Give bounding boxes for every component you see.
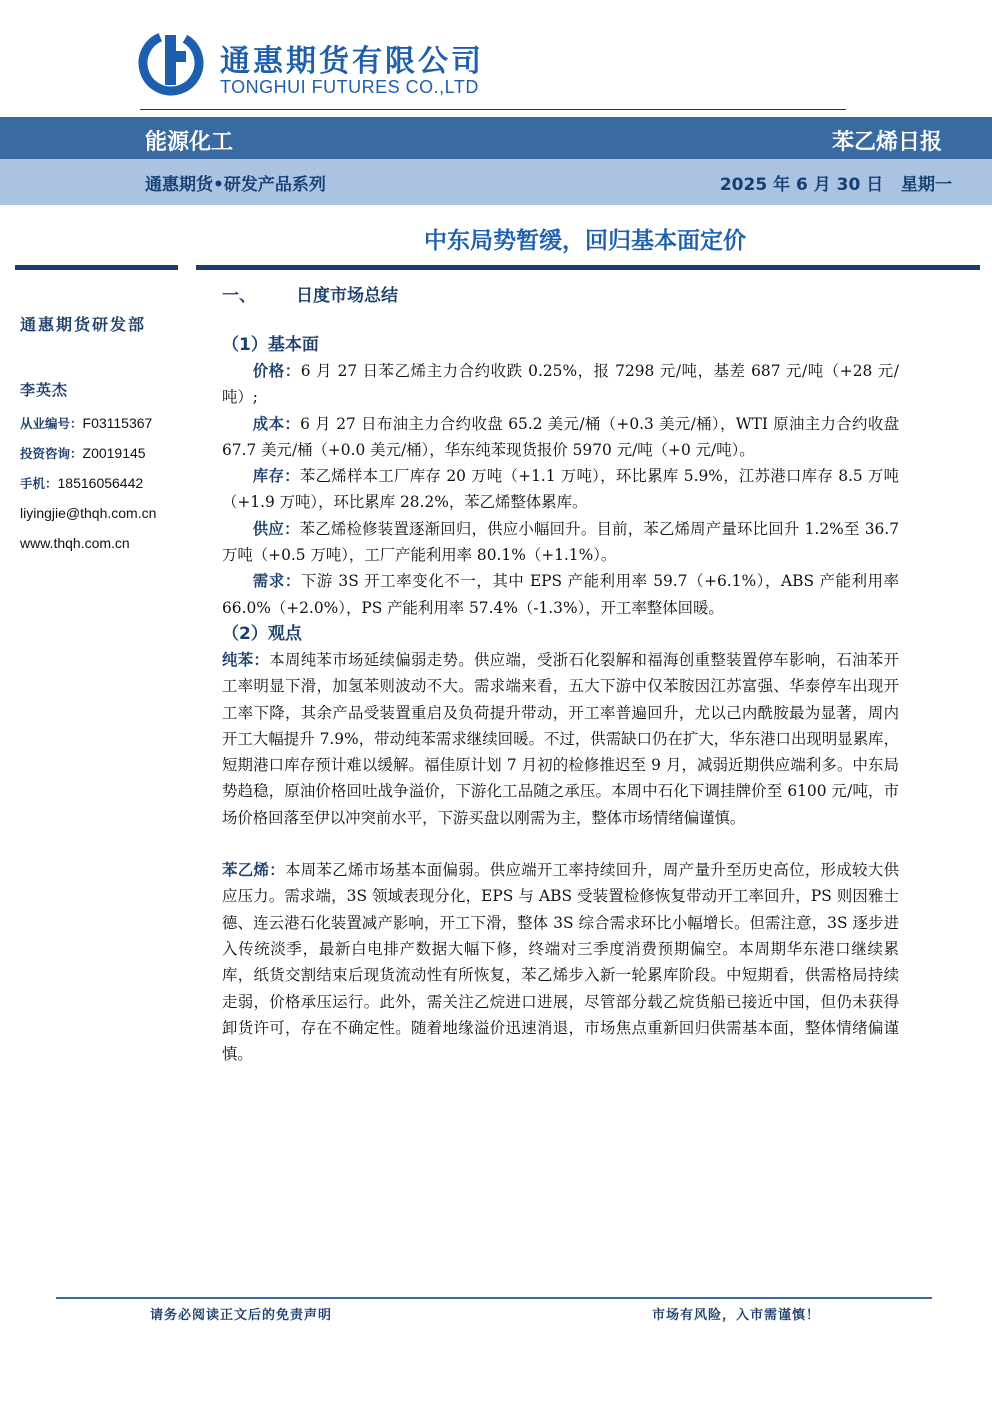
footer-divider: [56, 1297, 932, 1299]
company-name-cn: 通惠期货有限公司: [220, 44, 484, 79]
inventory-paragraph: 库存：苯乙烯样本工厂库存 20 万吨（+1.1 万吨），环比累库 5.9%，江苏港口库存 8.5 万吨（+1.9 万吨），环比累库 28.2%，苯乙烯整体累库。: [222, 467, 899, 512]
department-name: 通惠期货研发部: [20, 315, 147, 334]
styrene-view-paragraph: 苯乙烯：本周苯乙烯市场基本面偏弱。供应端开工率持续回升，周产量升至历史高位，形成较大供应压力。需求端，3S 领域表现分化，EPS 与 ABS 受装置检修恢复带动开工率回升，PS 则因雅士德、连云港石化装置减产影响，开工下滑，整体 3S 综合需求环比小幅增长。但需注意，3S 逐步进入传统淡季，最新白电排产数据大幅下修，终端对三季度消费预期偏空。本周期华东港口继续累库，纸货交割结束后现货流动性有所恢复，苯乙烯步入新一轮累库阶段。中短期看，供需格局持续走弱，价格承压运行。此外，需关注乙烷进口进展，尽管部分载乙烷货船已接近中国，但仍未获得卸货许可，存在不确定性。随着地缘溢价迅速消退，市场焦点重新回归供需基本面，整体情绪偏谨慎。: [222, 861, 899, 1064]
series-label: 通惠期货•研发产品系列: [145, 175, 326, 195]
benzene-view-paragraph: 纯苯：本周纯苯市场延续偏弱走势。供应端，受浙石化裂解和福海创重整装置停车影响，石油苯开工率明显下滑，加氢苯则波动不大。需求端来看，五大下游中仅苯胺因江苏富强、华泰停车出现开工率下降，其余产品受装置重启及负荷提升带动，开工率普遍回升，尤以己内酰胺最为显著，周内开工大幅提升 7.9%，带动纯苯需求继续回暖。不过，供需缺口仍在扩大，华东港口出现明显累库，短期港口库存预计难以缓解。福佳原计划 7 月初的检修推迟至 9 月，减弱近期供应端利多。中东局势趋稳，原油价格回吐战争溢价，下游化工品随之承压。本周中石化下调挂牌价至 6100 元/吨，市场价格回落至伊以冲突前水平，下游买盘以刚需为主，整体市场情绪偏谨慎。: [222, 650, 899, 827]
company-logo-icon: [138, 30, 204, 96]
sector-label: 能源化工: [145, 130, 234, 155]
demand-paragraph: 需求：下游 3S 开工率变化不一，其中 EPS 产能利用率 59.7（+6.1%），ABS 产能利用率 66.0%（+2.0%），PS 产能利用率 57.4%（-1.3%），开工率整体回暖。: [222, 572, 899, 617]
license-number: 从业编号：F03115367: [20, 415, 153, 431]
supply-paragraph: 供应：苯乙烯检修装置逐渐回归，供应小幅回升。目前，苯乙烯周产量环比回升 1.2%至 36.7 万吨（+0.5 万吨），工厂产能利用率 80.1%（+1.1%）。: [222, 519, 899, 565]
author-sidebar: [20, 312, 200, 558]
section-heading: 一、 日度市场总结: [222, 286, 398, 306]
report-body: [222, 281, 899, 1067]
analyst-name: 李英杰: [20, 381, 69, 399]
report-date: 2025 年 6 月 30 日 星期一: [719, 175, 952, 195]
title-rule-left: [15, 265, 178, 270]
advisory-number: 投资咨询：Z0019145: [20, 445, 146, 461]
email-link[interactable]: liyingjie@thqh.com.cn: [20, 505, 157, 521]
website-link[interactable]: www.thqh.com.cn: [20, 535, 130, 551]
price-paragraph: 价格：6 月 27 日苯乙烯主力合约收跌 0.25%，报 7298 元/吨，基差 687 元/吨（+28 元/吨）;: [222, 362, 899, 407]
disclaimer-notice: 请务必阅读正文后的免责声明: [150, 1308, 333, 1323]
cost-paragraph: 成本：6 月 27 日布油主力合约收盘 65.2 美元/桶（+0.3 美元/桶），WTI 原油主力合约收盘 67.7 美元/桶（+0.0 美元/桶），华东纯苯现货报价 5970 元/吨（+0 元/吨）。: [222, 414, 899, 459]
risk-warning: 市场有风险，入市需谨慎！: [651, 1308, 820, 1323]
fundamentals-heading: （1）基本面: [222, 335, 319, 355]
report-title: 苯乙烯日报: [831, 130, 942, 155]
page-title: 中东局势暂缓，回归基本面定价: [424, 228, 746, 254]
header-divider: [140, 109, 846, 110]
title-rule-right: [196, 265, 980, 270]
views-heading: （2）观点: [222, 623, 302, 644]
banner-bottom: [0, 159, 992, 205]
company-name-en: TONGHUI FUTURES CO.,LTD: [220, 77, 479, 97]
phone-number: 手机：18516056442: [20, 475, 144, 491]
banner-top: [0, 117, 992, 159]
